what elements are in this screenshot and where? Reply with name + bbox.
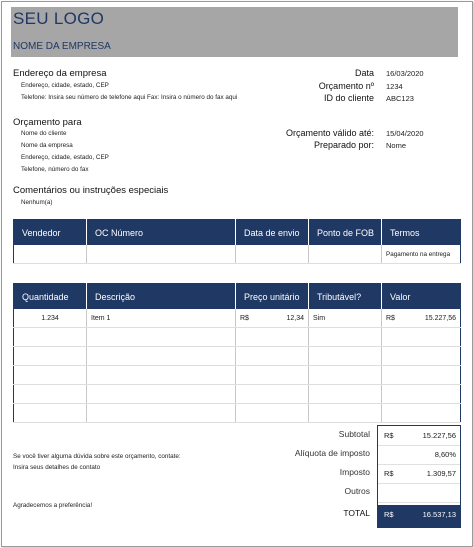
- date-value: 16/03/2020: [386, 69, 424, 78]
- cell-value: [382, 366, 461, 385]
- prepared-by-value: Nome: [386, 141, 407, 150]
- cell-qty: [14, 347, 87, 366]
- company-name: NOME DA EMPRESA: [13, 41, 111, 52]
- price-currency: R$: [240, 314, 249, 322]
- tax-value: 1.309,57: [426, 469, 456, 478]
- header-vendedor: Vendedor: [14, 220, 87, 246]
- company-phone-fax: Telefone: Insira seu número de telefone aqui Fax: Insira o número do fax aqui: [21, 94, 238, 101]
- client-address: Endereço, cidade, estado, CEP: [21, 154, 109, 161]
- header-quantidade: Quantidade: [14, 284, 87, 310]
- comments-text: Nenhum(a): [21, 199, 53, 206]
- header-preco-unitario: Preço unitário: [236, 284, 309, 310]
- cell-value: [382, 385, 461, 404]
- price-amount: 12,34: [286, 314, 304, 322]
- client-id-value: ABC123: [386, 94, 414, 103]
- cell-desc: [87, 328, 236, 347]
- cell-desc: [87, 366, 236, 385]
- cell-qty: [14, 366, 87, 385]
- cell-value: [382, 404, 461, 423]
- valid-until-label: Orçamento válido até:: [285, 128, 374, 138]
- tax-rate-value: 8,60%: [434, 450, 456, 459]
- subtotal-value: 15.227,56: [422, 431, 456, 440]
- cell-taxable: [309, 347, 382, 366]
- header-ponto-fob: Ponto de FOB: [309, 220, 382, 246]
- cell-vendedor: [14, 245, 87, 264]
- cell-qty: 1.234: [14, 309, 87, 328]
- client-name: Nome do cliente: [21, 130, 67, 137]
- comments-title: Comentários ou instruções especiais: [13, 185, 169, 196]
- cell-qty: [14, 328, 87, 347]
- cell-price: [236, 404, 309, 423]
- cell-value: [382, 347, 461, 366]
- header-data-envio: Data de envio: [236, 220, 309, 246]
- cell-taxable: [309, 366, 382, 385]
- total-currency: R$: [384, 510, 394, 519]
- cell-value: [382, 309, 461, 328]
- client-company: Nome da empresa: [21, 142, 73, 149]
- cell-price: [236, 309, 309, 328]
- cell-ponto-fob: [309, 245, 382, 264]
- cell-desc: [87, 385, 236, 404]
- tax-rate-label: Alíquota de imposto: [294, 448, 370, 458]
- total-value: 16.537,13: [422, 510, 456, 519]
- cell-taxable: Sim: [309, 309, 382, 328]
- cell-qty: [14, 385, 87, 404]
- header-termos: Termos: [382, 220, 461, 246]
- total-label: TOTAL: [343, 508, 370, 518]
- valid-until-value: 15/04/2020: [386, 129, 424, 138]
- quote-for-title: Orçamento para: [13, 117, 82, 128]
- company-address-title: Endereço da empresa: [13, 68, 107, 79]
- header-oc-numero: OC Número: [87, 220, 236, 246]
- other-label: Outros: [344, 486, 370, 496]
- date-label: Data: [354, 68, 374, 78]
- cell-taxable: [309, 404, 382, 423]
- cell-price: [236, 347, 309, 366]
- quote-document: [1, 1, 473, 547]
- header-valor: Valor: [382, 284, 461, 310]
- cell-taxable: [309, 385, 382, 404]
- table-row: [14, 404, 461, 423]
- cell-data-envio: [236, 245, 309, 264]
- cell-value: [382, 328, 461, 347]
- other-row: [378, 483, 460, 503]
- tax-row: [378, 464, 460, 484]
- table-row: [14, 309, 461, 328]
- total-row: [378, 505, 460, 527]
- quote-number-value: 1234: [386, 82, 403, 91]
- client-id-label: ID do cliente: [323, 93, 374, 103]
- tax-label: Imposto: [339, 467, 370, 477]
- table-row: [14, 328, 461, 347]
- info-table: [13, 219, 461, 264]
- items-table: [13, 283, 461, 423]
- quote-number-label: Orçamento nº: [318, 81, 374, 91]
- footer-thanks: Agradecemos a preferência!: [13, 502, 93, 509]
- totals-box: [377, 425, 461, 528]
- tax-currency: R$: [384, 469, 394, 478]
- client-phone-fax: Telefone, número do fax: [21, 166, 89, 173]
- value-currency: R$: [386, 314, 395, 322]
- cell-desc: [87, 404, 236, 423]
- subtotal-label: Subtotal: [338, 429, 370, 439]
- header-tributavel: Tributável?: [309, 284, 382, 310]
- cell-price: [236, 328, 309, 347]
- table-row: [14, 385, 461, 404]
- table-row: [14, 347, 461, 366]
- cell-taxable: [309, 328, 382, 347]
- table-row: [14, 366, 461, 385]
- tax-rate-row: [378, 445, 460, 465]
- cell-qty: [14, 404, 87, 423]
- cell-desc: Item 1: [87, 309, 236, 328]
- cell-price: [236, 385, 309, 404]
- cell-desc: [87, 347, 236, 366]
- header-descricao: Descrição: [87, 284, 236, 310]
- subtotal-currency: R$: [384, 431, 394, 440]
- footer-question: Se você tiver alguma dúvida sobre este orçamento, contate:: [13, 453, 181, 460]
- company-address: Endereço, cidade, estado, CEP: [21, 82, 109, 89]
- cell-price: [236, 366, 309, 385]
- cell-termos: Pagamento na entrega: [382, 245, 461, 264]
- footer-contact: Insira seus detalhes de contato: [13, 464, 101, 471]
- prepared-by-label: Preparado por:: [313, 140, 374, 150]
- value-amount: 15.227,56: [424, 314, 456, 322]
- subtotal-row: [378, 426, 460, 446]
- logo-text: SEU LOGO: [13, 9, 105, 28]
- cell-oc-numero: [87, 245, 236, 264]
